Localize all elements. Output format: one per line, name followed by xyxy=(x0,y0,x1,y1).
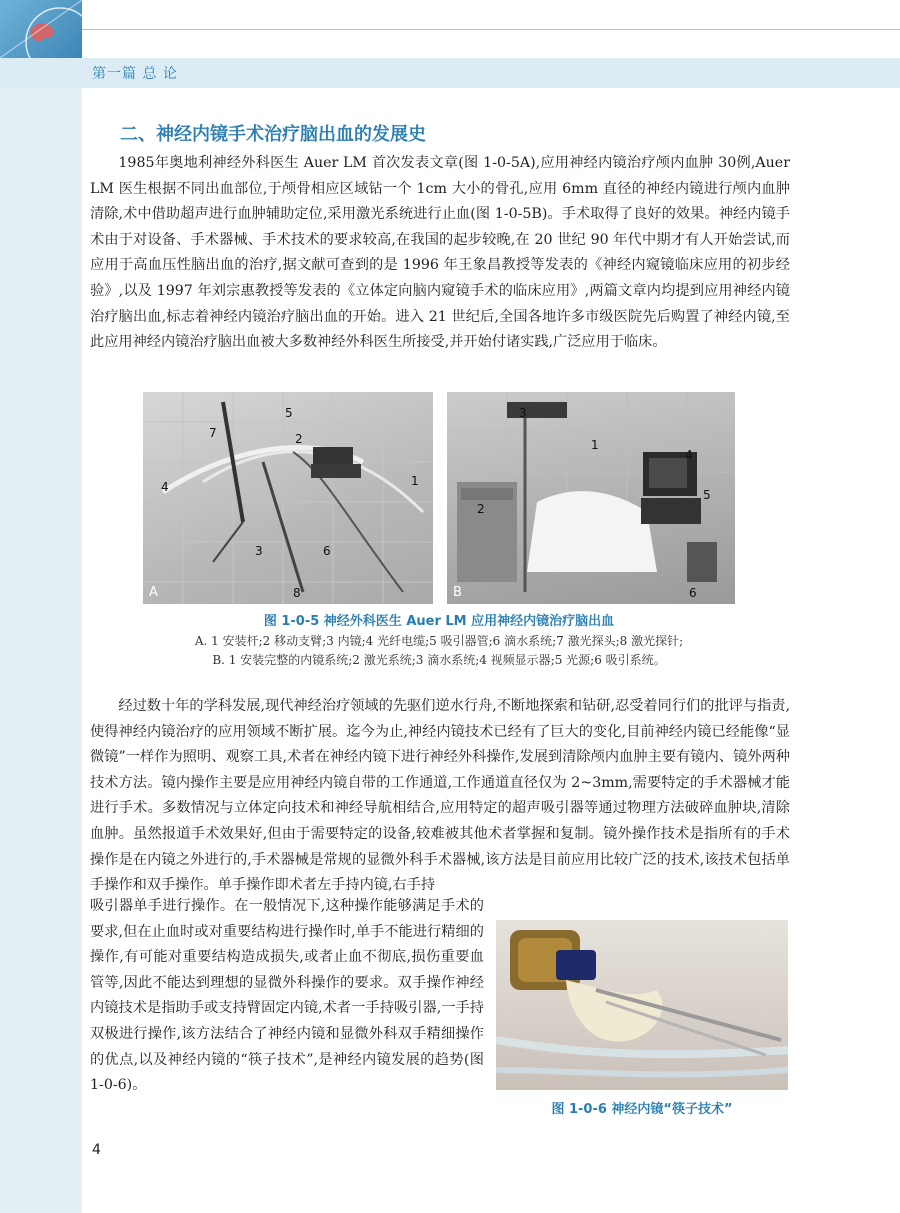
callout-label: 6 xyxy=(689,586,697,600)
callout-label: 1 xyxy=(411,474,419,488)
callout-label: 6 xyxy=(323,544,331,558)
figure-1-0-5-panel-a xyxy=(143,392,433,604)
callout-label: 8 xyxy=(293,586,301,600)
callout-label: 4 xyxy=(161,480,169,494)
callout-label: 5 xyxy=(703,488,711,502)
figure-1-0-5-panel-b xyxy=(447,392,735,604)
section-title: 二、神经内镜手术治疗脑出血的发展史 xyxy=(120,124,426,145)
panel-a-letter: A xyxy=(149,585,158,600)
endoscope-holder-photo xyxy=(143,392,433,604)
part-label: 第一篇 总 论 xyxy=(92,66,178,82)
chopstick-technique-photo xyxy=(496,920,788,1090)
callout-label: 5 xyxy=(285,406,293,420)
left-margin-band xyxy=(0,0,82,1213)
callout-label: 1 xyxy=(591,438,599,452)
paragraph-history: 1985年奥地利神经外科医生 Auer LM 首次发表文章(图 1-0-5A),应用神经内镜治疗颅内血肿 30例,Auer LM 医生根据不同出血部位,于颅骨相应区域钻一个 1cm 大小的骨孔,应用 6mm 直径的神经内镜进行颅内血肿清除,术中借助超声进行血肿辅助定位,采用激光系统进行止血(图 1-0-5B)。手术取得了良好的效果。神经内镜手术由于对设备、手术器械、手术技术的要求较高,在我国的起步较晚,在 20 世纪 90 年代中期才有人开始尝试,而应用于高血压性脑出血的治疗,据文献可查到的是 1996 年王象昌教授等发表的《神经内窥镜临床应用的初步经验》,以及 1997 年刘宗惠教授等发表的《立体定向脑内窥镜手术的临床应用》,两篇文章内均提到应用神经内镜治疗脑出血,标志着神经内镜治疗脑出血的开始。进入 21 世纪后,全国各地许多市级医院先后购置了神经内镜,至此应用神经内镜治疗脑出血被大多数神经外科医生所接受,并开始付诸实践,广泛应用于临床。 xyxy=(90,155,790,351)
callout-label: 4 xyxy=(685,448,693,462)
figure-1-0-6-photo xyxy=(496,920,788,1090)
figure-1-0-5-caption-title: 图 1-0-5 神经外科医生 Auer LM 应用神经内镜治疗脑出血 xyxy=(263,614,615,629)
callout-label: 7 xyxy=(209,426,217,440)
paragraph-techniques: 经过数十年的学科发展,现代神经治疗领域的先驱们逆水行舟,不断地探索和钻研,忍受着同行们的批评与指责,使得神经内镜治疗的应用领域不断扩展。迄今为止,神经内镜技术已经有了巨大的变化,目前神经内镜已经能像“显微镜”一样作为照明、观察工具,术者在神经内镜下进行神经外科操作,发展到清除颅内血肿主要有镜内、镜外两种技术方法。镜内操作主要是应用神经内镜自带的工作通道,工作通道直径仅为 2~3mm,需要特定的手术器械才能进行手术。多数情况与立体定向技术和神经导航相结合,应用特定的超声吸引器等通过物理方法破碎血肿块,清除血肿。虽然报道手术效果好,但由于需要特定的设备,较难被其他术者掌握和复制。镜外操作技术是指所有的手术操作是在内镜之外进行的,手术器械是常规的显微外科手术器械,该方法是目前应用比较广泛的技术,该技术包括单手操作和双手操作。单手操作即术者左手持内镜,右手持 xyxy=(90,698,790,894)
callout-label: 2 xyxy=(295,432,303,446)
brain-logo-icon xyxy=(0,0,82,58)
callout-label: 3 xyxy=(255,544,263,558)
endoscope-system-photo xyxy=(447,392,735,604)
paragraph-two-hand: 吸引器单手进行操作。在一般情况下,这种操作能够满足手术的要求,但在止血时或对重要结构进行操作时,单手不能进行精细的操作,有可能对重要结构造成损失,或者止血不彻底,损伤重要血管等,因此不能达到理想的显微外科操作的要求。双手操作神经内镜技术是指助手或支持臂固定内镜,术者一手持吸引器,一手持双极进行操作,该方法结合了神经内镜和显微外科双手精细操作的优点,以及神经内镜的“筷子技术”,是神经内镜发展的趋势(图 1-0-6)。 xyxy=(90,898,484,1094)
callout-label: 2 xyxy=(477,502,485,516)
page-number: 4 xyxy=(92,1142,101,1158)
figure-1-0-5-caption-a: A. 1 安装杆;2 移动支臂;3 内镜;4 光纤电缆;5 吸引器管;6 滴水系统;7 激光探头;8 激光探针; xyxy=(194,634,684,648)
panel-b-letter: B xyxy=(453,585,462,600)
callout-label: 3 xyxy=(519,406,527,420)
top-rule xyxy=(82,0,900,58)
figure-1-0-6-caption: 图 1-0-6 神经内镜“筷子技术” xyxy=(551,1102,733,1117)
figure-1-0-5-caption-b: B. 1 安装完整的内镜系统;2 激光系统;3 滴水系统;4 视频显示器;5 光源;6 吸引系统。 xyxy=(212,653,666,667)
